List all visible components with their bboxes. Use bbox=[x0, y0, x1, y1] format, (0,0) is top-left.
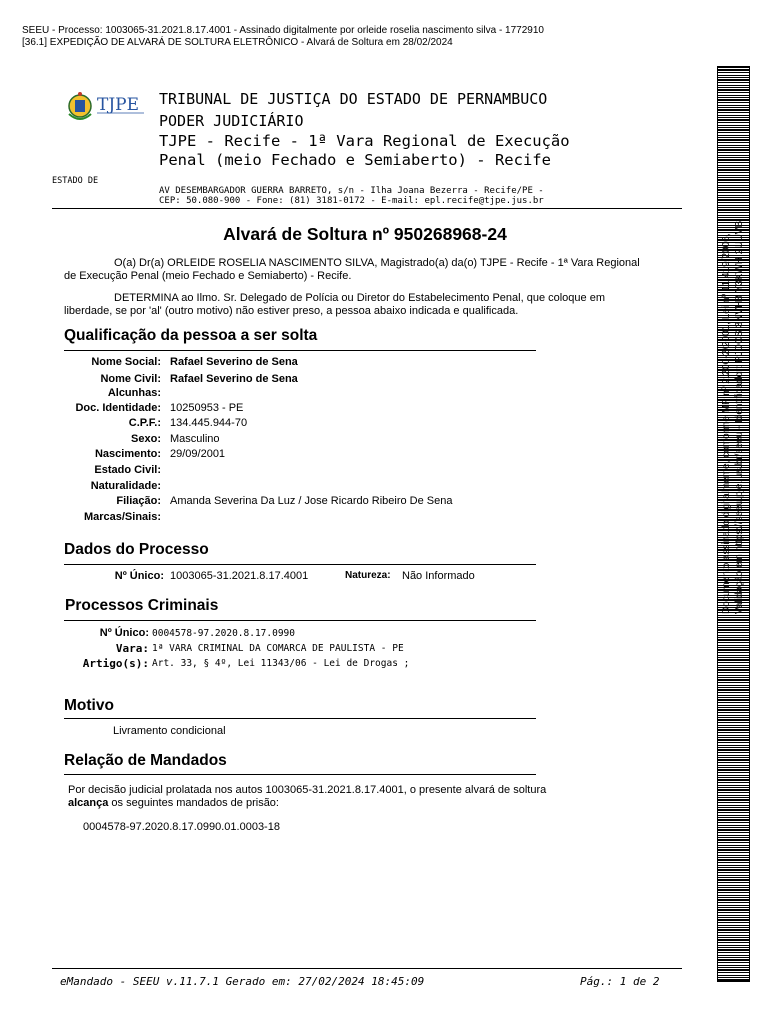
field-label: Doc. Identidade: bbox=[75, 402, 161, 414]
field-label: Sexo: bbox=[131, 433, 161, 445]
section-heading-criminais: Processos Criminais bbox=[65, 597, 219, 614]
section-heading-qualificacao: Qualificação da pessoa a ser solta bbox=[64, 327, 318, 344]
criminal-field-label: Vara: bbox=[115, 642, 149, 655]
court-name: TRIBUNAL DE JUSTIÇA DO ESTADO DE PERNAMBUCO bbox=[159, 90, 548, 108]
field-label: Naturalidade: bbox=[90, 480, 161, 492]
field-label: Nascimento: bbox=[94, 448, 161, 460]
field-label: Nome Social: bbox=[91, 356, 161, 368]
court-vara: TJPE - Recife - 1ª Vara Regional de Execução Penal (meio Fechado e Semiaberto) - Recife bbox=[159, 132, 570, 169]
field-value: Rafael Severino de Sena bbox=[170, 356, 298, 368]
footer-divider bbox=[52, 968, 682, 969]
coat-of-arms-icon bbox=[66, 88, 146, 128]
mandado-item: 0004578-97.2020.8.17.0990.01.0003-18 bbox=[83, 821, 280, 833]
criminal-field-label: Nº Único: bbox=[99, 627, 149, 639]
footer-generator: eMandado - SEEU v.11.7.1 Gerado em: 27/02/2024 18:45:09 bbox=[60, 975, 425, 988]
section-heading-processo: Dados do Processo bbox=[64, 541, 209, 558]
court-branch: PODER JUDICIÁRIO bbox=[159, 112, 304, 130]
mandados-text-a: Por decisão judicial prolatada nos autos 1003065-31.2021.8.17.4001, o presente alvará de soltura bbox=[68, 784, 547, 796]
section-heading-motivo: Motivo bbox=[64, 697, 114, 714]
processo-natureza-value: Não Informado bbox=[402, 570, 475, 582]
header-divider bbox=[52, 208, 682, 209]
signature-header-line: SEEU - Processo: 1003065-31.2021.8.17.4001 - Assinado digitalmente por orleide roselia nascimento silva - 1772910 bbox=[22, 25, 544, 36]
section-divider bbox=[64, 718, 536, 719]
processo-numero-value: 1003065-31.2021.8.17.4001 bbox=[170, 570, 309, 582]
criminal-field-value: 1ª VARA CRIMINAL DA COMARCA DE PAULISTA - PE bbox=[152, 643, 404, 654]
field-value: 10250953 - PE bbox=[170, 402, 244, 414]
field-value: Masculino bbox=[170, 433, 220, 445]
field-value: Amanda Severina Da Luz / Jose Ricardo Ribeiro De Sena bbox=[170, 495, 453, 507]
motivo-text: Livramento condicional bbox=[113, 725, 226, 737]
field-label: Nome Civil: bbox=[100, 373, 161, 385]
court-address: AV DESEMBARGADOR GUERRA BARRETO, s/n - Ilha Joana Bezerra - Recife/PE - bbox=[159, 186, 544, 196]
field-label: C.P.F.: bbox=[128, 417, 161, 429]
criminal-field-label: Artigo(s): bbox=[82, 657, 149, 670]
criminal-field-value: Art. 33, § 4º, Lei 11343/06 - Lei de Drogas ; bbox=[152, 658, 410, 669]
mandados-paragraph bbox=[68, 784, 548, 810]
criminal-field-value: 0004578-97.2020.8.17.0990 bbox=[152, 628, 295, 639]
intro-paragraph-1: O(a) Dr(a) ORLEIDE ROSELIA NASCIMENTO SILVA, Magistrado(a) da(o) TJPE - Recife - 1ª Vara Regional de Execução Penal (meio Fechado e Semiaberto) - Recife. bbox=[64, 257, 640, 282]
validation-stamp-line-1: Documento assinado digitalmente, conforme MP nº 2.200-2/2001, Lei nº 11.419/2006, bbox=[721, 233, 732, 614]
field-label: Estado Civil: bbox=[94, 464, 161, 476]
section-heading-mandados: Relação de Mandados bbox=[64, 752, 227, 769]
intro-paragraph-2: DETERMINA ao Ilmo. Sr. Delegado de Polícia ou Diretor do Estabelecimento Penal, que coloque em liberdade, se por 'al' (outro motivo) não estiver preso, a pessoa abaixo indicada e qualificada. bbox=[64, 292, 605, 317]
mandados-text-bold: alcança bbox=[68, 797, 109, 809]
section-divider bbox=[64, 774, 536, 775]
field-label: Alcunhas: bbox=[107, 387, 161, 399]
mandados-text-b: os seguintes mandados de prisão: bbox=[108, 797, 279, 809]
field-value: 29/09/2001 bbox=[170, 448, 226, 460]
section-divider bbox=[64, 620, 536, 621]
field-label: Filiação: bbox=[116, 495, 161, 507]
field-value: 134.445.944-70 bbox=[170, 417, 248, 429]
document-type-header-line: [36.1] EXPEDIÇÃO DE ALVARÁ DE SOLTURA ELETRÔNICO - Alvará de Soltura em 28/02/2024 bbox=[22, 37, 453, 48]
logo-wordmark: TJPE bbox=[97, 95, 140, 115]
footer-page-number: Pág.: 1 de 2 bbox=[580, 975, 660, 988]
field-value: Rafael Severino de Sena bbox=[170, 373, 298, 385]
tjpe-logo bbox=[66, 88, 146, 128]
processo-numero-label: Nº Único: bbox=[114, 570, 164, 582]
logo-caption: ESTADO DE bbox=[52, 176, 99, 186]
section-divider bbox=[64, 350, 536, 351]
section-divider bbox=[64, 564, 536, 565]
field-label: Marcas/Sinais: bbox=[83, 511, 161, 523]
document-title: Alvará de Soltura nº 950268968-24 bbox=[223, 224, 507, 244]
validation-stamp-line-2: Validação em https://seeu.pje.jus.br/seeu - Identificador: PJDCS 3NVH8 Y3KWH 2UUVB bbox=[734, 220, 745, 614]
court-contact: CEP: 50.080-900 - Fone: (81) 3181-0172 - E-mail: epl.recife@tjpe.jus.br bbox=[159, 196, 544, 206]
processo-natureza-label: Natureza: bbox=[345, 570, 391, 581]
